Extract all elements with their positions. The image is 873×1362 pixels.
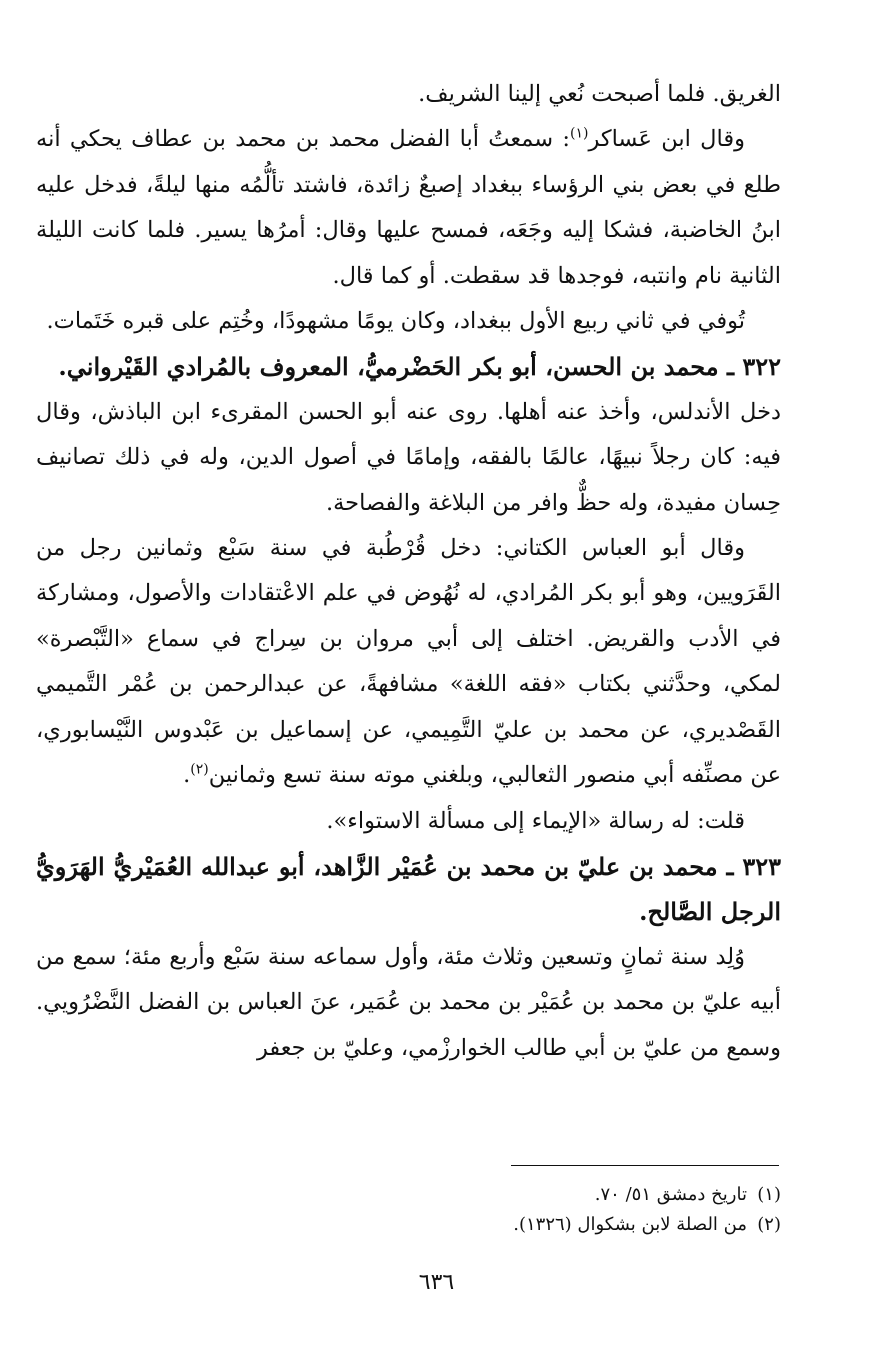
entry-title: ـ محمد بن الحسن، أبو بكر الحَضْرميُّ، المعروف بالمُرادي القَيْرواني.	[58, 352, 743, 382]
footnote-text: من الصلة لابن بشكوال (١٣٢٦).	[513, 1214, 747, 1235]
footnote-1	[36, 1180, 781, 1210]
entry-323-paragraph: وُلِد سنة ثمانٍ وتسعين وثلاث مئة، وأول سماعه سنة سَبْع وأربع مئة؛ سمع من أبيه عليّ بن محمد بن عُمَيْر بن محمد بن عُمَير، عنَ العباس بن الفضل النَّضْرُويي. وسمع من عليّ بن أبي طالب الخوارزْمي، وعليّ بن جعفر	[36, 943, 781, 1061]
entry-heading-322	[36, 344, 781, 389]
paragraph-text: : سمعتُ أبا الفضل محمد بن محمد بن عطاف يحكي أنه طلع في بعض بني الرؤساء ببغداد إصبعٌ زائدة، فاشتد تألُّمُه منها ليلةً، فدخل عليه ابنُ الخاضبة، فشكا إليه وجَعَه، فمسح عليها وقال: أمرُها يسير. فلما كانت الليلة الثانية نام وانتبه، فوجدها قد سقطت. أو كما قال.	[36, 126, 781, 289]
footnote-ref-2: (٢)	[190, 761, 209, 778]
entry-number: ٣٢٣	[742, 851, 781, 881]
entry-title: ـ محمد بن عليّ بن محمد بن عُمَيْر الزَّاهد، أبو عبدالله العُمَيْريُّ الهَرَويُّ الرجل الصَّالح.	[36, 851, 781, 927]
paragraph-continuation: الغريق. فلما أصبحت نُعي إلينا الشريف.	[418, 81, 781, 107]
entry-heading-323	[36, 844, 781, 935]
entry-322-paragraph: دخل الأندلس، وأخذ عنه أهلها. روى عنه أبو الحسن المقرىء ابن الباذش، وقال فيه: كان رجلاً نبيهًا، عالمًا بالفقه، وإمامًا في أصول الدين، وله في ذلك تصانيف حِسان مفيدة، وله حظٌّ وافر من البلاغة والفصاحة.	[36, 398, 781, 516]
paragraph-text: وقال ابن عَساكر	[588, 126, 745, 153]
footnote-divider	[511, 1165, 779, 1166]
main-text	[36, 72, 781, 1071]
footnotes	[36, 1180, 781, 1240]
page-number: ٦٣٦	[418, 1270, 455, 1295]
paragraph-text: وقال أبو العباس الكتاني: دخل قُرْطُبة في سنة سَبْع وثمانين رجل من القَرَويين، وهو أبو بكر المُرادي، له نُهُوض في علم الاعْتقادات والأصول، ومشاركة في الأدب والقريض. اختلف إلى أبي مروان بن سِراج في سماع «التَّبْصرة» لمكي، وحدَّثني بكتاب «فقه اللغة» مشافهةً، عن عبدالرحمن بن عُمْر التَّميمي القَصْديري، عن محمد بن عليّ التَّمِيمي، عن إسماعيل بن عَبْدوس النَّيْسابوري، عن مصنِّفه أبي منصور الثعالبي، وبلغني موته سنة تسع وثمانين	[36, 535, 781, 789]
entry-number: ٣٢٢	[742, 352, 781, 382]
footnote-text: تاريخ دمشق ٥١/ ٧٠.	[594, 1184, 747, 1205]
paragraph-text: .	[183, 762, 191, 789]
paragraph-death: تُوفي في ثاني ربيع الأول ببغداد، وكان يومًا مشهودًا، وخُتِم على قبره خَتَمات.	[46, 308, 745, 335]
paragraph-ibn-asakir	[36, 117, 781, 299]
entry-322-paragraph-kattani	[36, 526, 781, 798]
footnote-ref-1: (١)	[569, 125, 589, 142]
footnote-mark: (٢)	[757, 1214, 781, 1235]
footnote-2	[36, 1210, 781, 1240]
entry-322-note: قلت: له رسالة «الإيماء إلى مسألة الاستواء».	[326, 807, 745, 834]
footnote-mark: (١)	[757, 1184, 781, 1205]
